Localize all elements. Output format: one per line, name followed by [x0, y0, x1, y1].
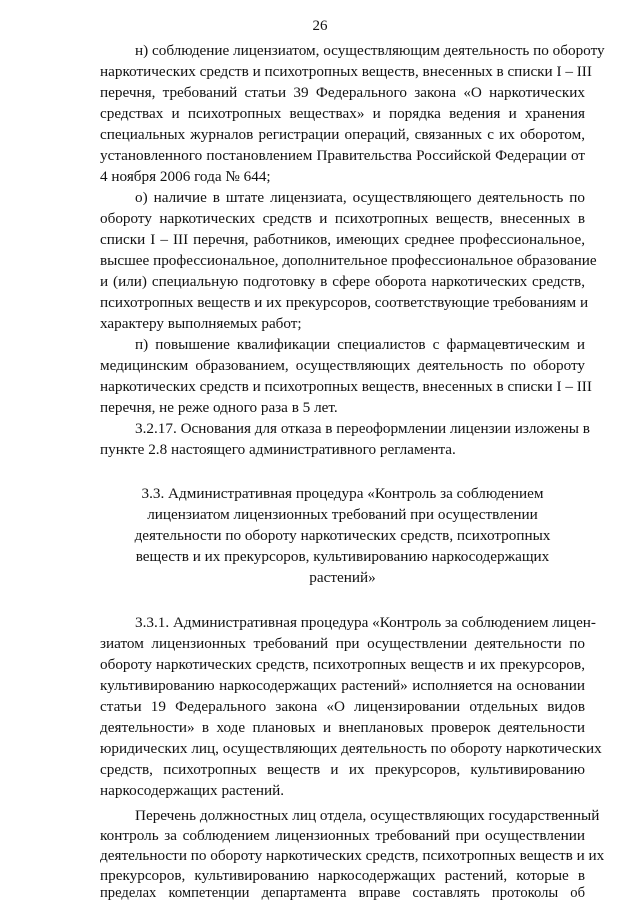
text-line: средств, психотропных веществ и их прекурсоров, культивированию — [100, 761, 585, 778]
text-line: психотропных веществ и их прекурсоров, соответствующие требованиям и — [100, 294, 589, 311]
text-line: п) повышение квалификации специалистов с фармацевтическим и — [135, 336, 585, 353]
text-line: высшее профессиональное, дополнительное профессиональное образование — [100, 252, 597, 269]
page-number: 26 — [312, 18, 328, 34]
heading-line: 3.3. Административная процедура «Контроль за соблюдением — [141, 485, 544, 502]
text-line: 4 ноября 2006 года № 644; — [100, 168, 271, 185]
text-line: зиатом лицензионных требований при осуществлении деятельности по — [100, 635, 585, 652]
heading-line: деятельности по обороту наркотических средств, психотропных — [134, 527, 551, 544]
text-line: обороту наркотических средств, психотропных веществ и их прекурсоров, — [100, 656, 585, 673]
text-line: наркосодержащих растений. — [100, 782, 285, 799]
text-line: наркотических средств и психотропных веществ, внесенных в списки I – III — [100, 378, 592, 395]
text-line: н) соблюдение лицензиатом, осуществляющим деятельность по обороту — [135, 42, 605, 59]
text-line: характеру выполняемых работ; — [100, 315, 302, 332]
text-line: и (или) специальную подготовку в сфере оборота наркотических средств, — [100, 273, 585, 290]
text-line: средствах и психотропных веществах» и порядка ведения и хранения — [100, 105, 585, 122]
text-line: юридических лиц, осуществляющих деятельность по обороту наркотических — [100, 740, 602, 757]
text-line: пункте 2.8 настоящего административного регламента. — [100, 441, 456, 458]
text-line: о) наличие в штате лицензиата, осуществляющего деятельность по — [135, 189, 585, 206]
text-line: перечня, не реже одного раза в 5 лет. — [100, 399, 338, 416]
text-line: медицинским образованием, осуществляющих деятельность по обороту — [100, 357, 585, 374]
text-line: культивированию наркосодержащих растений» исполняется на основании — [100, 677, 585, 694]
text-line: прекурсоров, культивированию наркосодержащих растений, которые в — [100, 867, 585, 884]
heading-line: веществ и их прекурсоров, культивированию наркосодержащих — [135, 548, 550, 565]
text-line: деятельности по обороту наркотических средств, психотропных веществ и их — [100, 847, 605, 864]
heading-line: лицензиатом лицензионных требований при осуществлении — [147, 506, 538, 523]
text-line: 3.2.17. Основания для отказа в переоформлении лицензии изложены в — [135, 420, 590, 437]
text-line: специальных журналов регистрации операций, связанных с их оборотом, — [100, 126, 585, 143]
text-line: деятельности» в ходе плановых и внеплановых проверок деятельности — [100, 719, 585, 736]
heading-line: растений» — [309, 569, 376, 586]
text-line: списки I – III перечня, работников, имеющих среднее профессиональное, — [100, 231, 585, 248]
text-line: наркотических средств и психотропных веществ, внесенных в списки I – III — [100, 63, 592, 80]
text-line: статьи 19 Федерального закона «О лицензировании отдельных видов — [100, 698, 585, 715]
text-line: Перечень должностных лиц отдела, осуществляющих государственный — [135, 807, 600, 824]
text-line: пределах компетенции департамента вправе составлять протоколы об — [100, 885, 585, 901]
text-line: контроль за соблюдением лицензионных требований при осуществлении — [100, 827, 585, 844]
text-line: перечня, требований статьи 39 Федерального закона «О наркотических — [100, 84, 585, 101]
text-line: установленного постановлением Правительства Российской Федерации от — [100, 147, 585, 164]
text-line: 3.3.1. Административная процедура «Контроль за соблюдением лицен- — [135, 614, 596, 631]
text-line: обороту наркотических средств и психотропных веществ, внесенных в — [100, 210, 585, 227]
